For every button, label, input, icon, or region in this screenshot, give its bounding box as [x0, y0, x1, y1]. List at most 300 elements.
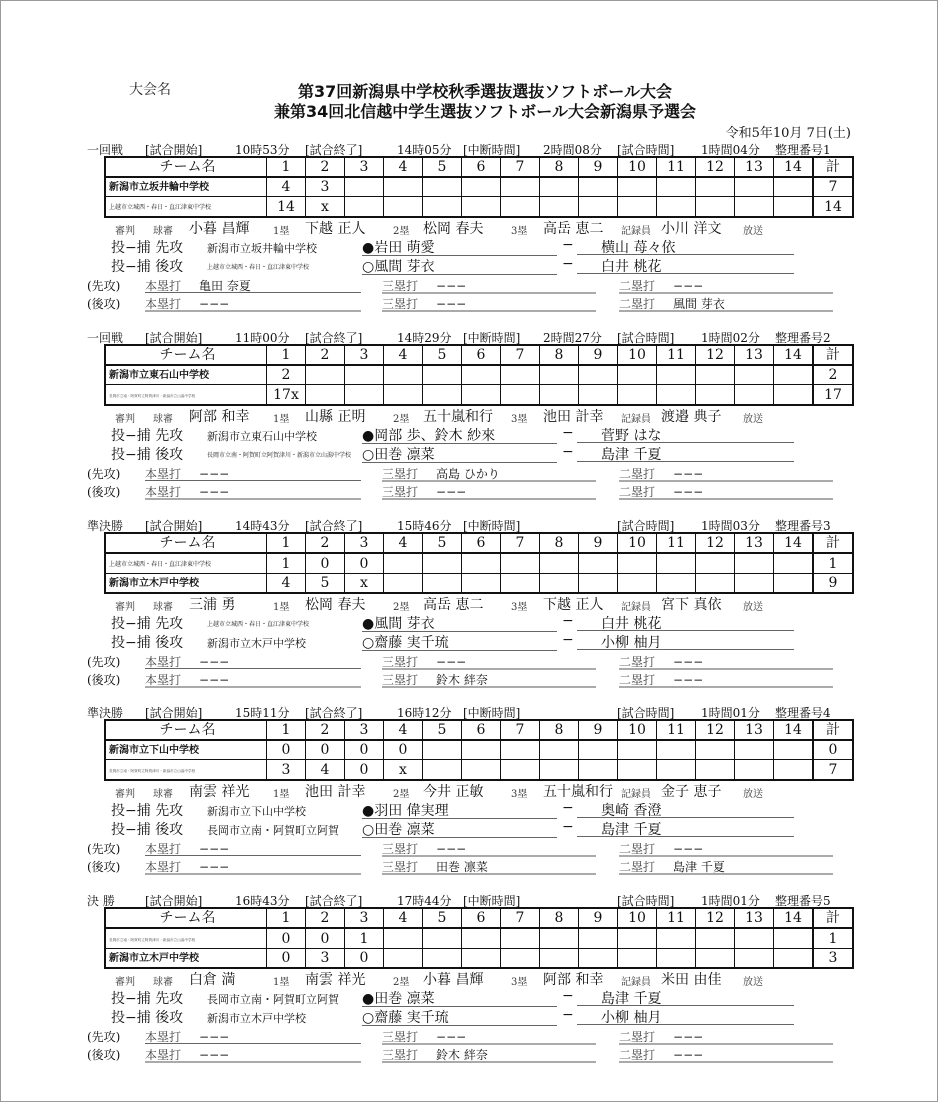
number-label: 整理番号3: [775, 519, 831, 533]
inning-score: [696, 574, 735, 594]
inning-score: 0: [306, 740, 345, 760]
inning-score: [657, 197, 696, 218]
hits-row-bottom: [87, 670, 857, 687]
inning-score: [501, 365, 540, 385]
inning-score: [462, 740, 501, 760]
first-base-label: 1塁: [273, 226, 290, 237]
interrupt-time: 2時間08分: [543, 143, 602, 157]
total-header: 計: [813, 533, 853, 553]
inning-score: 3: [306, 177, 345, 197]
inning-score: [501, 760, 540, 781]
battery-dash: −: [562, 1007, 574, 1023]
battery-top-school: 新潟市立坂井輪中学校: [207, 242, 317, 255]
team-name-cell: [105, 740, 267, 760]
inning-score: [657, 949, 696, 969]
inning-score: [735, 574, 774, 594]
team-name: 上越市立城西・春日・直江津東中学校: [109, 561, 212, 568]
inning-score: 4: [306, 760, 345, 781]
inning-score: [579, 197, 618, 218]
scoreboard-row-bottom: [105, 385, 853, 406]
battery-bottom-pitcher: ○田巻 凛菜: [362, 819, 557, 838]
battery-row-bottom: [87, 1007, 857, 1026]
team-name: 長岡市立南・阿賀町立阿賀津川・新潟市立山潟中学校: [109, 394, 196, 398]
top-side-label: (先攻): [87, 842, 121, 856]
inning-header: 13: [735, 908, 774, 928]
battery-label: 投−捕 先攻: [111, 240, 184, 256]
inning-header: 14: [774, 345, 814, 365]
inning-header: 13: [735, 533, 774, 553]
inning-score: [462, 928, 501, 949]
inning-score: [774, 197, 814, 218]
inning-header: 12: [696, 345, 735, 365]
inning-score: [774, 553, 814, 574]
battery-top-catcher: 菅野 はな: [577, 425, 794, 443]
duration-label: [試合時間]: [617, 894, 675, 908]
number-label: 整理番号2: [775, 331, 831, 345]
inning-header: 8: [540, 908, 579, 928]
total-score: 1: [813, 553, 853, 574]
scoreboard-row-bottom: [105, 760, 853, 781]
tournament-date: 令和5年10月 7日(土): [725, 126, 851, 141]
scoreboard-header-row: [105, 908, 853, 928]
inning-score: [774, 740, 814, 760]
inning-score: [306, 385, 345, 406]
plate-umpire-label: 球審: [153, 977, 173, 988]
inning-score: 14: [267, 197, 306, 218]
battery-row-top: [87, 988, 857, 1007]
double-field-top: 二塁打 −−−: [619, 653, 833, 670]
battery-top-pitcher: ●風間 芽衣: [362, 613, 557, 632]
inning-score: 0: [267, 740, 306, 760]
team-name-header: チーム名: [105, 157, 267, 177]
first-base-label: 1塁: [273, 977, 290, 988]
number-label: 整理番号4: [775, 706, 831, 720]
inning-score: [696, 197, 735, 218]
inning-header: 10: [618, 157, 657, 177]
double-field-top: 二塁打 −−−: [619, 277, 833, 294]
inning-score: [774, 574, 814, 594]
interrupt-label: [中断時間]: [463, 143, 521, 157]
inning-header: 14: [774, 157, 814, 177]
duration-label: [試合時間]: [617, 143, 675, 157]
team-name-cell: [105, 760, 267, 781]
inning-score: 0: [345, 760, 384, 781]
inning-score: [423, 197, 462, 218]
second-base-umpire: 五十嵐和行: [423, 409, 493, 425]
inning-score: [696, 760, 735, 781]
inning-score: [384, 177, 423, 197]
inning-header: 2: [306, 720, 345, 740]
interrupt-label: [中断時間]: [463, 331, 521, 345]
duration-time: 1時間02分: [701, 331, 760, 345]
double-field-bottom: 二塁打 島津 千夏: [619, 858, 833, 875]
inning-score: [579, 760, 618, 781]
inning-score: [423, 553, 462, 574]
inning-header: 7: [501, 533, 540, 553]
scoreboard-header-row: [105, 157, 853, 177]
inning-header: 5: [423, 345, 462, 365]
inning-score: [579, 365, 618, 385]
end-label: [試合終了]: [305, 894, 363, 908]
inning-header: 1: [267, 533, 306, 553]
top-side-label: (先攻): [87, 1030, 121, 1044]
game-block-2: [87, 329, 857, 504]
inning-score: [618, 740, 657, 760]
hits-row-top: [87, 1027, 857, 1044]
inning-header: 12: [696, 157, 735, 177]
second-base-umpire: 高岳 恵二: [423, 597, 484, 613]
inning-header: 7: [501, 157, 540, 177]
hr-field-top: 本塁打 亀田 奈夏: [145, 277, 361, 293]
tournament-title-line1: 第37回新潟県中学校秋季選抜選抜ソフトボール大会: [298, 82, 672, 101]
hits-row-bottom: [87, 1045, 857, 1062]
start-time: 14時43分: [235, 519, 290, 533]
battery-dash: −: [562, 632, 574, 648]
team-name-header: チーム名: [105, 908, 267, 928]
first-base-umpire: 山縣 正明: [305, 409, 366, 425]
battery-top-catcher: 横山 苺々依: [577, 237, 794, 255]
broadcast-label: 放送: [743, 789, 763, 800]
inning-score: 0: [345, 949, 384, 969]
interrupt-label: [中断時間]: [463, 519, 521, 533]
inning-score: [540, 197, 579, 218]
inning-header: 11: [657, 720, 696, 740]
inning-header: 6: [462, 157, 501, 177]
inning-score: [735, 177, 774, 197]
first-base-umpire: 南雲 祥光: [305, 972, 366, 988]
inning-header: 12: [696, 533, 735, 553]
game-block-4: [87, 704, 857, 879]
total-score: 0: [813, 740, 853, 760]
inning-score: [735, 928, 774, 949]
third-base-umpire: 下越 正人: [543, 597, 604, 613]
inning-score: [384, 949, 423, 969]
battery-label: 投−捕 後攻: [111, 635, 184, 651]
inning-header: 13: [735, 345, 774, 365]
inning-score: [384, 553, 423, 574]
inning-score: [384, 574, 423, 594]
hr-field-bottom: 本塁打 −−−: [145, 295, 361, 312]
judge-label: 審判: [115, 977, 135, 988]
inning-header: 1: [267, 345, 306, 365]
triple-field-bottom: 三塁打 田巻 凛菜: [382, 858, 596, 875]
inning-score: [579, 385, 618, 406]
second-base-umpire: 松岡 春夫: [423, 221, 484, 237]
inning-score: [540, 574, 579, 594]
inning-score: [774, 385, 814, 406]
inning-header: 12: [696, 908, 735, 928]
team-name: 新潟市立木戸中学校: [109, 953, 199, 964]
inning-header: 10: [618, 345, 657, 365]
inning-score: [696, 740, 735, 760]
battery-row-top: [87, 237, 857, 256]
duration-label: [試合時間]: [617, 706, 675, 720]
duration-time: 1時間03分: [701, 519, 760, 533]
battery-top-pitcher: ●羽田 偉実理: [362, 800, 557, 819]
inning-header: 1: [267, 720, 306, 740]
scoreboard-row-top: [105, 740, 853, 760]
inning-header: 8: [540, 157, 579, 177]
bottom-side-label: (後攻): [87, 297, 121, 311]
third-base-umpire: 五十嵐和行: [543, 784, 613, 800]
total-score: 2: [813, 365, 853, 385]
team-name-cell: [105, 574, 267, 594]
inning-score: [579, 928, 618, 949]
inning-score: [423, 385, 462, 406]
judge-label: 審判: [115, 789, 135, 800]
inning-score: [657, 177, 696, 197]
recorder-name: 渡邉 典子: [661, 409, 722, 425]
team-name-header: チーム名: [105, 720, 267, 740]
scoreboard-row-bottom: [105, 949, 853, 969]
inning-score: 4: [267, 574, 306, 594]
first-base-label: 1塁: [273, 414, 290, 425]
inning-score: 0: [306, 928, 345, 949]
broadcast-label: 放送: [743, 977, 763, 988]
second-base-label: 2塁: [393, 414, 410, 425]
double-field-top: 二塁打 −−−: [619, 1028, 833, 1045]
inning-header: 6: [462, 345, 501, 365]
third-base-label: 3塁: [511, 789, 528, 800]
hr-field-top: 本塁打 −−−: [145, 840, 361, 856]
scoreboard-table: [104, 719, 854, 781]
inning-score: x: [384, 760, 423, 781]
inning-score: 0: [384, 740, 423, 760]
battery-bottom-school: 新潟市立木戸中学校: [207, 1012, 306, 1025]
first-base-label: 1塁: [273, 602, 290, 613]
end-label: [試合終了]: [305, 143, 363, 157]
inning-score: [501, 177, 540, 197]
total-score: 7: [813, 760, 853, 781]
inning-score: [501, 197, 540, 218]
duration-time: 1時間01分: [701, 894, 760, 908]
top-side-label: (先攻): [87, 655, 121, 669]
battery-bottom-catcher: 島津 千夏: [577, 819, 794, 837]
inning-header: 11: [657, 908, 696, 928]
battery-dash: −: [562, 819, 574, 835]
battery-row-top: [87, 425, 857, 444]
battery-bottom-catcher: 白井 桃花: [577, 256, 794, 274]
battery-bottom-catcher: 小柳 柚月: [577, 1007, 794, 1025]
number-label: 整理番号1: [775, 143, 831, 157]
double-field-top: 二塁打 −−−: [619, 465, 833, 482]
start-time: 15時11分: [235, 706, 290, 720]
first-base-umpire: 下越 正人: [305, 221, 366, 237]
inning-header: 2: [306, 533, 345, 553]
scoreboard-row-top: [105, 365, 853, 385]
inning-score: [735, 197, 774, 218]
inning-score: [657, 553, 696, 574]
inning-header: 6: [462, 908, 501, 928]
start-time: 16時43分: [235, 894, 290, 908]
inning-score: [345, 385, 384, 406]
second-base-label: 2塁: [393, 977, 410, 988]
bottom-side-label: (後攻): [87, 860, 121, 874]
hits-row-bottom: [87, 857, 857, 874]
inning-score: 2: [267, 365, 306, 385]
inning-header: 3: [345, 157, 384, 177]
first-base-umpire: 池田 計幸: [305, 784, 366, 800]
inning-score: [384, 928, 423, 949]
inning-header: 10: [618, 908, 657, 928]
recorder-name: 米田 由佳: [661, 972, 722, 988]
hr-field-top: 本塁打 −−−: [145, 1028, 361, 1044]
inning-score: [696, 385, 735, 406]
battery-bottom-catcher: 島津 千夏: [577, 444, 794, 462]
inning-score: [423, 949, 462, 969]
third-base-label: 3塁: [511, 602, 528, 613]
scoreboard-table: [104, 532, 854, 594]
inning-header: 14: [774, 908, 814, 928]
inning-score: [774, 177, 814, 197]
game-block-5: [87, 892, 857, 1067]
inning-score: [618, 949, 657, 969]
plate-umpire-name: 白倉 満: [189, 972, 236, 988]
inning-score: [540, 949, 579, 969]
battery-row-top: [87, 800, 857, 819]
inning-score: [657, 365, 696, 385]
double-field-bottom: 二塁打 −−−: [619, 1046, 833, 1063]
game-block-1: [87, 141, 857, 316]
judge-label: 審判: [115, 226, 135, 237]
team-name-header: チーム名: [105, 345, 267, 365]
inning-score: [462, 949, 501, 969]
battery-label: 投−捕 後攻: [111, 822, 184, 838]
battery-bottom-pitcher: ○風間 芽衣: [362, 256, 557, 275]
inning-header: 9: [579, 533, 618, 553]
plate-umpire-name: 三浦 勇: [189, 597, 236, 613]
inning-header: 8: [540, 533, 579, 553]
total-score: 9: [813, 574, 853, 594]
inning-header: 3: [345, 345, 384, 365]
inning-header: 2: [306, 345, 345, 365]
hits-row-top: [87, 652, 857, 669]
inning-score: [501, 574, 540, 594]
battery-top-catcher: 島津 千夏: [577, 988, 794, 1006]
inning-score: [735, 760, 774, 781]
inning-header: 7: [501, 908, 540, 928]
inning-score: [462, 553, 501, 574]
second-base-umpire: 小暮 昌輝: [423, 972, 484, 988]
inning-score: [618, 177, 657, 197]
team-name-cell: [105, 177, 267, 197]
round-label: 準決勝: [87, 519, 124, 533]
bottom-side-label: (後攻): [87, 485, 121, 499]
inning-header: 2: [306, 157, 345, 177]
inning-score: 1: [267, 553, 306, 574]
plate-umpire-name: 阿部 和幸: [189, 409, 250, 425]
end-time: 14時05分: [397, 143, 452, 157]
inning-score: [735, 949, 774, 969]
inning-score: [501, 385, 540, 406]
end-label: [試合終了]: [305, 519, 363, 533]
second-base-umpire: 今井 正敏: [423, 784, 484, 800]
triple-field-top: 三塁打 −−−: [382, 277, 596, 294]
scoreboard-row-bottom: [105, 574, 853, 594]
tournament-title-line2: 兼第34回北信越中学生選抜ソフトボール大会新潟県予選会: [274, 102, 696, 121]
battery-row-bottom: [87, 632, 857, 651]
team-name: 新潟市立木戸中学校: [109, 578, 199, 589]
number-label: 整理番号5: [775, 894, 831, 908]
double-field-bottom: 二塁打 風間 芽衣: [619, 295, 833, 312]
scoreboard-table: [104, 156, 854, 218]
inning-score: [618, 365, 657, 385]
battery-dash: −: [562, 800, 574, 816]
inning-header: 14: [774, 720, 814, 740]
total-header: 計: [813, 908, 853, 928]
inning-score: [345, 365, 384, 385]
battery-label: 投−捕 先攻: [111, 616, 184, 632]
second-base-label: 2塁: [393, 226, 410, 237]
team-name: 新潟市立東石山中学校: [109, 370, 209, 381]
triple-field-top: 三塁打 −−−: [382, 1028, 596, 1045]
top-side-label: (先攻): [87, 279, 121, 293]
inning-score: [540, 553, 579, 574]
inning-score: [423, 928, 462, 949]
broadcast-label: 放送: [743, 414, 763, 425]
battery-row-top: [87, 613, 857, 632]
inning-header: 9: [579, 157, 618, 177]
start-label: [試合開始]: [145, 706, 203, 720]
total-score: 17: [813, 385, 853, 406]
battery-bottom-catcher: 小柳 柚月: [577, 632, 794, 650]
inning-score: [345, 197, 384, 218]
battery-top-school: 新潟市立東石山中学校: [207, 430, 317, 443]
team-name: 長岡市立南・阿賀町立阿賀津川・新潟市立山潟中学校: [109, 769, 196, 773]
inning-score: [501, 928, 540, 949]
inning-score: [618, 928, 657, 949]
third-base-label: 3塁: [511, 414, 528, 425]
inning-header: 4: [384, 157, 423, 177]
inning-score: 3: [306, 949, 345, 969]
inning-header: 7: [501, 720, 540, 740]
inning-score: 4: [267, 177, 306, 197]
battery-label: 投−捕 後攻: [111, 1010, 184, 1026]
end-time: 15時46分: [397, 519, 452, 533]
battery-bottom-pitcher: ○田巻 凛菜: [362, 444, 557, 463]
plate-umpire-label: 球審: [153, 414, 173, 425]
hr-field-bottom: 本塁打 −−−: [145, 1046, 361, 1063]
battery-bottom-school: 上越市立城西・春日・直江津東中学校: [207, 264, 310, 271]
inning-header: 4: [384, 345, 423, 365]
battery-bottom-pitcher: ○齋藤 実千琉: [362, 1007, 557, 1026]
inning-header: 5: [423, 908, 462, 928]
judge-label: 審判: [115, 602, 135, 613]
team-name-cell: [105, 928, 267, 949]
hr-field-bottom: 本塁打 −−−: [145, 858, 361, 875]
team-name-header: チーム名: [105, 533, 267, 553]
inning-score: 0: [306, 553, 345, 574]
inning-score: [735, 740, 774, 760]
inning-score: 3: [267, 760, 306, 781]
inning-score: [423, 740, 462, 760]
inning-score: [579, 177, 618, 197]
inning-score: [579, 949, 618, 969]
judge-label: 審判: [115, 414, 135, 425]
inning-score: [774, 949, 814, 969]
plate-umpire-name: 南雲 祥光: [189, 784, 250, 800]
hits-row-top: [87, 276, 857, 293]
third-base-label: 3塁: [511, 977, 528, 988]
third-base-umpire: 高岳 恵二: [543, 221, 604, 237]
battery-bottom-school: 長岡市立南・阿賀町立阿賀: [207, 824, 339, 837]
broadcast-label: 放送: [743, 226, 763, 237]
scoreboard-table: [104, 344, 854, 406]
inning-score: [618, 574, 657, 594]
inning-header: 11: [657, 157, 696, 177]
first-base-umpire: 松岡 春夫: [305, 597, 366, 613]
inning-header: 9: [579, 345, 618, 365]
